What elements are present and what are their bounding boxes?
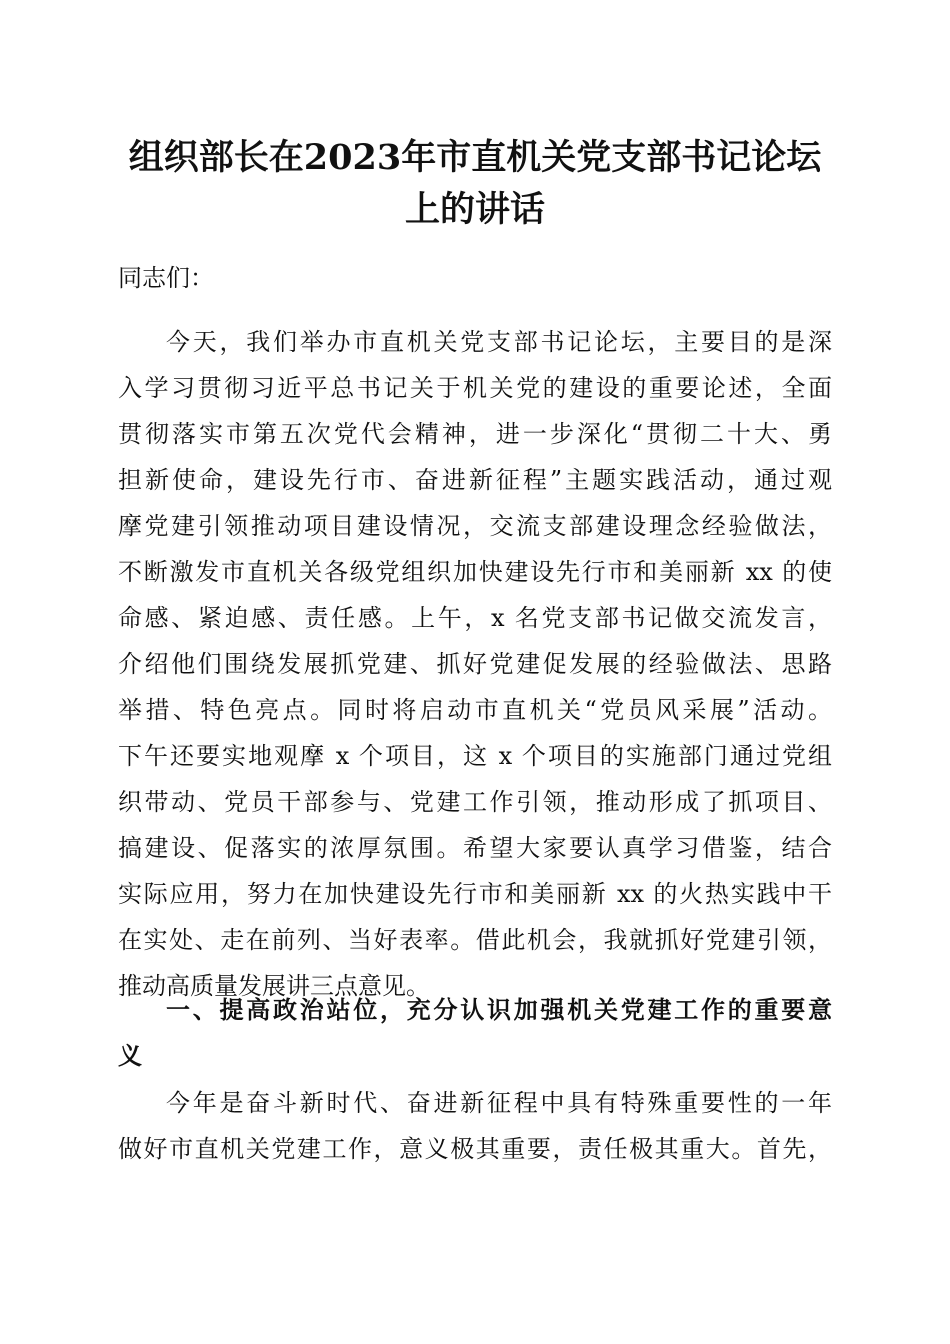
paragraph-line: 实际应用，努力在加快建设先行市和美丽新 xx 的火热实践中干 bbox=[118, 880, 832, 908]
document-title-line-1: 组织部长在2023年市直机关党支部书记论坛 bbox=[128, 137, 822, 178]
paragraph-line: 做好市直机关党建工作，意义极其重要，责任极其重大。首先， bbox=[118, 1135, 832, 1163]
section-heading-line: 义 bbox=[118, 1042, 142, 1070]
document-title bbox=[100, 132, 850, 236]
paragraph-line: 贯彻落实市第五次党代会精神，进一步深化“贯彻二十大、勇 bbox=[118, 420, 832, 448]
section-heading-1 bbox=[118, 987, 832, 1079]
paragraph-line: 举措、特色亮点。同时将启动市直机关“党员风采展”活动。 bbox=[118, 696, 832, 724]
paragraph-line: 命感、紧迫感、责任感。上午，x 名党支部书记做交流发言， bbox=[118, 604, 832, 632]
paragraph-line: 介绍他们围绕发展抓党建、抓好党建促发展的经验做法、思路 bbox=[118, 650, 832, 678]
greeting: 同志们： bbox=[118, 264, 214, 292]
paragraph-line: 担新使命，建设先行市、奋进新征程”主题实践活动，通过观 bbox=[118, 466, 832, 494]
paragraph-line: 在实处、走在前列、当好表率。借此机会，我就抓好党建引领， bbox=[118, 926, 832, 954]
section-heading-line: 一、提高政治站位，充分认识加强机关党建工作的重要意 bbox=[166, 996, 832, 1024]
paragraph-line: 搞建设、促落实的浓厚氛围。希望大家要认真学习借鉴，结合 bbox=[118, 834, 832, 862]
paragraph-line: 下午还要实地观摩 x 个项目，这 x 个项目的实施部门通过党组 bbox=[118, 742, 832, 770]
paragraph-line: 摩党建引领推动项目建设情况，交流支部建设理念经验做法， bbox=[118, 512, 832, 540]
paragraph-1 bbox=[118, 319, 832, 1009]
paragraph-line: 织带动、党员干部参与、党建工作引领，推动形成了抓项目、 bbox=[118, 788, 832, 816]
paragraph-line: 入学习贯彻习近平总书记关于机关党的建设的重要论述，全面 bbox=[118, 374, 832, 402]
document-title-line-2: 上的讲话 bbox=[404, 189, 545, 230]
paragraph-line: 今年是奋斗新时代、奋进新征程中具有特殊重要性的一年 bbox=[166, 1089, 832, 1117]
paragraph-line: 今天，我们举办市直机关党支部书记论坛，主要目的是深 bbox=[166, 328, 832, 356]
paragraph-line: 不断激发市直机关各级党组织加快建设先行市和美丽新 xx 的使 bbox=[118, 558, 832, 586]
paragraph-line: 推动高质量发展讲三点意见。 bbox=[118, 972, 430, 1000]
paragraph-2 bbox=[118, 1080, 832, 1172]
